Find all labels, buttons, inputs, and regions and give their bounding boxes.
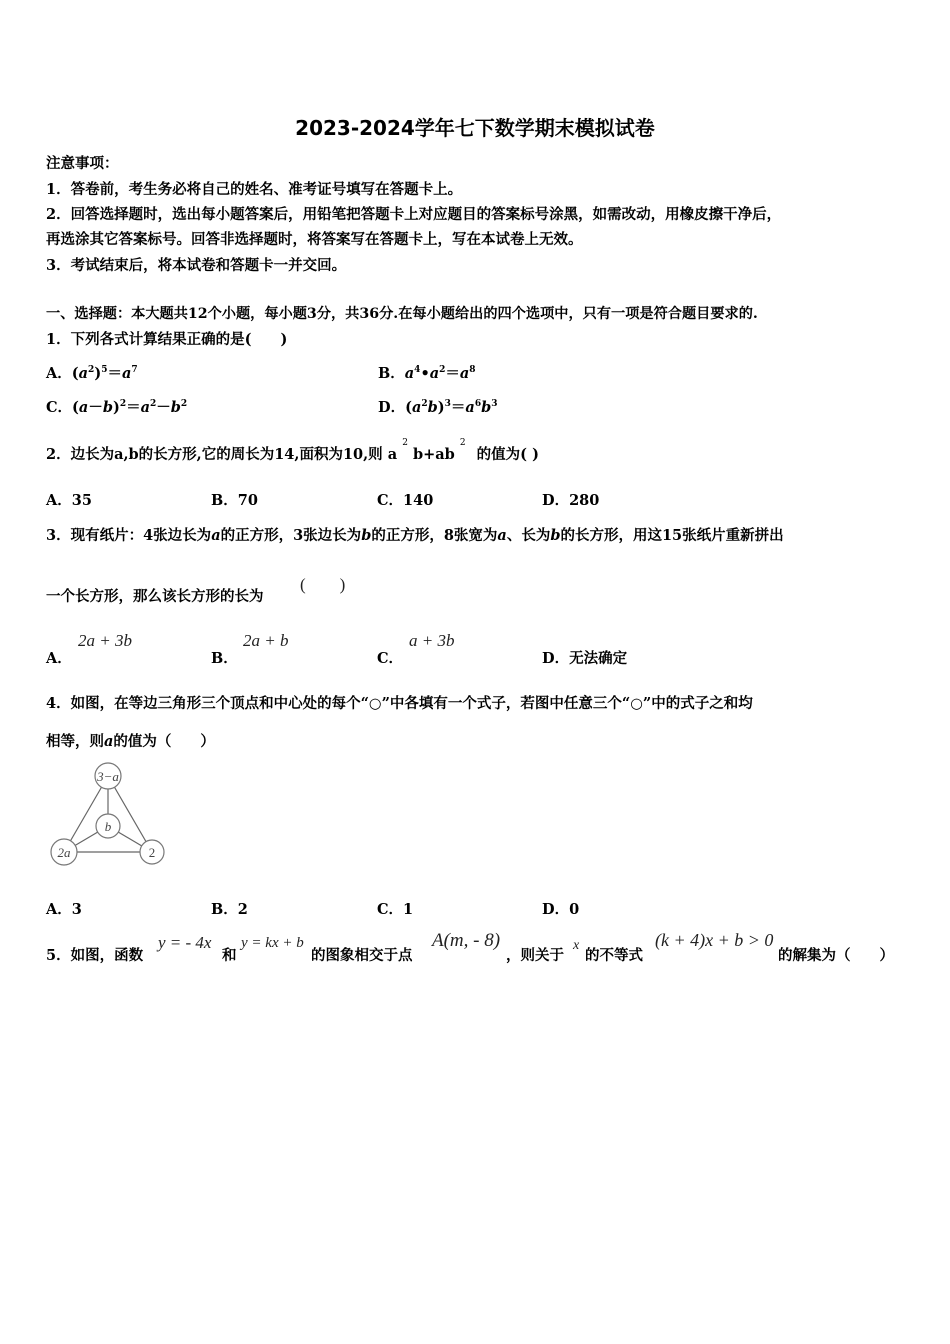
q3-option-c-label: C． <box>377 650 404 667</box>
q2-stem <box>46 438 539 464</box>
q3-text-3: 的正方形，8张宽为 <box>371 527 498 544</box>
q2-stem-mid: b+ab <box>412 446 455 463</box>
notice-line-3: 3．考试结束后，将本试卷和答题卡一并交回。 <box>46 257 347 274</box>
q1-option-c-label: C． <box>46 399 73 416</box>
q5-pre: 5．如图，函数 <box>46 947 144 964</box>
q2-sup-1: 2 <box>402 438 408 448</box>
q4-option-d: D．0 <box>542 901 580 918</box>
q3-text-1: 3．现有纸片：4张边长为 <box>46 527 212 544</box>
q4-var-a: a <box>104 733 114 750</box>
q1-option-c: C．$(a-b)^2=a^2-b^2$ <box>46 399 188 416</box>
q3-option-a-expr: 2a + 3b <box>78 631 132 650</box>
section-heading: 一、选择题：本大题共12个小题，每小题3分，共36分.在每小题给出的四个选项中，只有一项是符合题目要求的. <box>46 306 758 322</box>
q4-option-a: A．3 <box>46 901 82 918</box>
q2-option-c: C．140 <box>377 492 434 509</box>
q4-line-2 <box>46 730 215 751</box>
q3-option-a-label: A． <box>46 650 72 667</box>
q3-text-2: 的正方形，3张边长为 <box>220 527 362 544</box>
label-left: 2a <box>57 845 71 860</box>
q5-function-2: y = kx + b <box>241 935 304 951</box>
q3-option-d: D．无法确定 <box>542 650 628 667</box>
notice-line-2: 2．回答选择题时，选出每小题答案后，用铅笔把答题卡上对应题目的答案标号涂黑，如需改动，用橡皮擦干净后， <box>46 206 782 223</box>
q3-option-b-label: B． <box>211 650 238 667</box>
q1-option-d: D．$(a^2b)^3=a^6b^3$ <box>378 399 498 416</box>
label-top: 3−a <box>97 769 119 784</box>
q3-line-2: 一个长方形，那么该长方形的长为 <box>46 588 264 605</box>
q5-point: A(m, - 8) <box>432 930 501 951</box>
q2-option-b: B．70 <box>211 492 258 509</box>
q3-option-c-expr: a + 3b <box>409 631 455 650</box>
q1-option-d-label: D． <box>378 399 406 416</box>
q3-var-a: a <box>211 527 221 544</box>
q2-stem-pre: 2．边长为a,b的长方形,它的周长为14,面积为10,则 a <box>46 446 398 463</box>
page-title: 2023-2024学年七下数学期末模拟试卷 <box>295 116 655 140</box>
q5-mid2: ，则关于 <box>506 947 564 964</box>
q3-var-a2: a <box>497 527 507 544</box>
q4-text-2: 的值为（ ） <box>113 733 215 750</box>
q4-text-1: 相等，则 <box>46 733 104 750</box>
q3-line-1 <box>46 524 784 545</box>
q4-line-1: 4．如图，在等边三角形三个顶点和中心处的每个“○”中各填有一个式子，若图中任意三个“○”中的式子之和均 <box>46 695 753 712</box>
q3-option-b-expr: 2a + b <box>243 631 289 650</box>
q5-mid3: 的不等式 <box>585 947 643 964</box>
notice-heading: 注意事项： <box>46 155 119 172</box>
notice-line-2b: 再选涂其它答案标号。回答非选择题时，将答案写在答题卡上，写在本试卷上无效。 <box>46 231 583 248</box>
label-right: 2 <box>148 845 156 860</box>
q3-text-4: 、长为 <box>506 527 551 544</box>
q1-option-b: B．$a^4•a^2=a^8$ <box>378 365 476 382</box>
q2-stem-post: 的值为( ) <box>476 446 539 463</box>
label-center: b <box>104 819 112 834</box>
q1-option-a-label: A． <box>46 365 72 382</box>
q3-var-b: b <box>361 527 372 544</box>
q4-option-b: B．2 <box>211 901 248 918</box>
q2-sup-2: 2 <box>459 438 466 448</box>
q5-and: 和 <box>222 947 237 964</box>
q1-option-a: A．$(a^2)^5=a^7$ <box>46 365 138 382</box>
q2-option-a: A．35 <box>46 492 92 509</box>
q3-paren: ( ) <box>300 575 346 594</box>
q1-stem: 1．下列各式计算结果正确的是( ) <box>46 331 288 348</box>
q2-option-d: D．280 <box>542 492 600 509</box>
q1-option-b-label: B． <box>378 365 405 382</box>
notice-line-1: 1．答卷前，考生务必将自己的姓名、准考证号填写在答题卡上。 <box>46 181 463 198</box>
q5-post: 的解集为（ ） <box>778 947 894 964</box>
triangle-figure <box>44 760 174 872</box>
q5-function-1: y = - 4x <box>158 933 212 952</box>
q5-mid: 的图象相交于点 <box>311 947 413 964</box>
q3-var-b2: b <box>550 527 561 544</box>
q5-inequality: (k + 4)x + b > 0 <box>655 930 774 950</box>
q4-option-c: C．1 <box>377 901 414 918</box>
q5-var-x: x <box>573 938 580 953</box>
q3-text-5: 的长方形，用这15张纸片重新拼出 <box>560 527 784 544</box>
